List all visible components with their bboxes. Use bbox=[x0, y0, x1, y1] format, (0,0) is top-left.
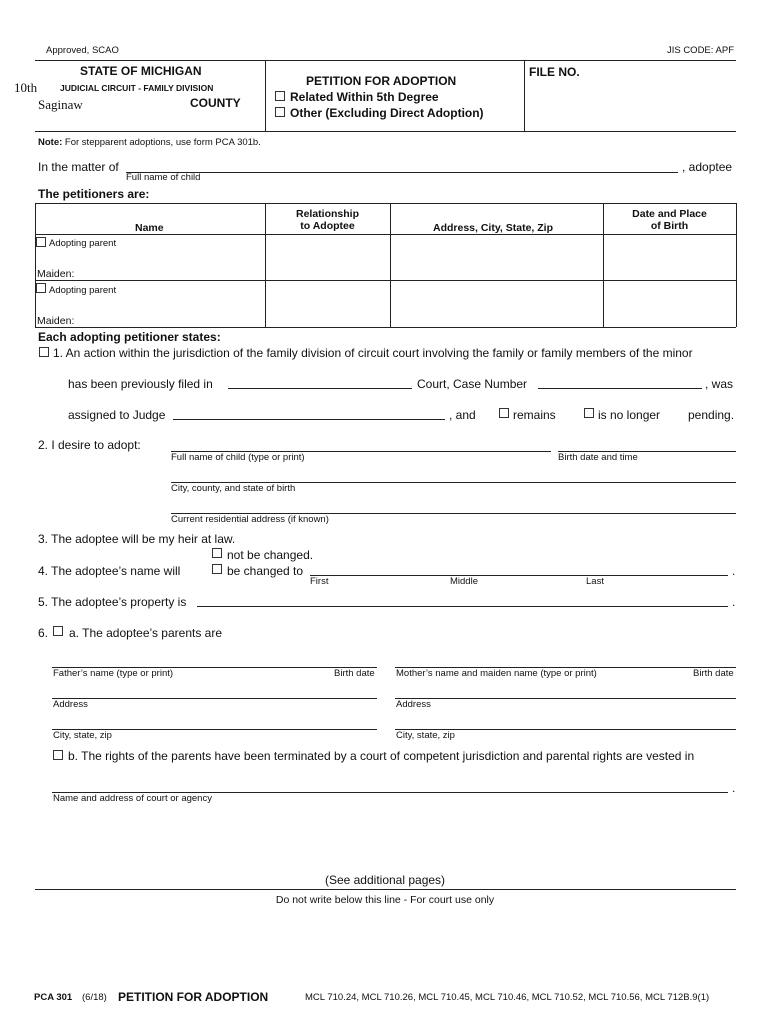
county-name[interactable]: Saginaw bbox=[38, 97, 83, 112]
father-birth-date-caption: Birth date bbox=[334, 668, 375, 679]
property-field[interactable] bbox=[197, 606, 728, 607]
new-name-field[interactable] bbox=[310, 575, 728, 576]
middle-caption: Middle bbox=[450, 576, 478, 587]
assigned-judge-label: assigned to Judge bbox=[68, 408, 166, 422]
col-date-place: Date and Place of Birth bbox=[632, 208, 707, 232]
state-label: STATE OF MICHIGAN bbox=[80, 64, 202, 78]
form-title: PETITION FOR ADOPTION bbox=[306, 74, 457, 88]
item6a-checkbox[interactable] bbox=[53, 626, 63, 636]
matter-prefix: In the matter of bbox=[38, 160, 119, 174]
filed-in-field[interactable] bbox=[228, 388, 412, 389]
adopting-parent-1-label: Adopting parent bbox=[49, 238, 117, 249]
petitioners-heading: The petitioners are: bbox=[38, 187, 150, 201]
father-name-caption: Father’s name (type or print) bbox=[53, 668, 174, 679]
col-name: Name bbox=[135, 222, 164, 234]
be-changed-label: be changed to bbox=[227, 564, 304, 578]
header-top-border bbox=[35, 60, 736, 61]
be-changed-checkbox[interactable] bbox=[212, 564, 222, 574]
table-left-border bbox=[35, 203, 36, 327]
father-address-caption: Address bbox=[53, 699, 88, 710]
table-row-border bbox=[35, 280, 736, 281]
court-use-divider bbox=[35, 889, 736, 890]
form-number: PCA 301 bbox=[34, 992, 73, 1003]
item5-text: 5. The adoptee’s property is bbox=[38, 595, 187, 609]
father-city-caption: City, state, zip bbox=[53, 730, 112, 741]
matter-suffix: , adoptee bbox=[682, 160, 733, 174]
court-use-notice: Do not write below this line - For court use only bbox=[275, 894, 495, 906]
other-checkbox[interactable] bbox=[275, 107, 285, 117]
item4-label: 4. The adoptee’s name will bbox=[38, 564, 181, 578]
form-revision: (6/18) bbox=[82, 992, 107, 1003]
other-label: Other (Excluding Direct Adoption) bbox=[290, 106, 484, 120]
not-changed-checkbox[interactable] bbox=[212, 548, 222, 558]
adopting-parent-2-label: Adopting parent bbox=[49, 285, 117, 296]
table-col-divider-2 bbox=[390, 203, 391, 327]
father-address-field[interactable] bbox=[52, 698, 377, 699]
circuit-label: JUDICIAL CIRCUIT - FAMILY DIVISION bbox=[60, 83, 214, 93]
pending-label: pending. bbox=[688, 408, 735, 422]
item1-text: 1. An action within the jurisdiction of the family division of circuit court involving the family or family members of the minor bbox=[53, 346, 693, 360]
item3-text: 3. The adoptee will be my heir at law. bbox=[38, 532, 236, 546]
note: Note: For stepparent adoptions, use form PCA 301b. bbox=[38, 137, 261, 148]
no-longer-label: is no longer bbox=[598, 408, 661, 422]
item6b-text: b. The rights of the parents have been terminated by a court of competent jurisdiction and parental rights are vested in bbox=[68, 749, 695, 763]
filed-in-label: has been previously filed in bbox=[68, 377, 213, 391]
header-bottom-border bbox=[35, 131, 736, 132]
item2-label: 2. I desire to adopt: bbox=[38, 438, 141, 452]
header-divider-1 bbox=[265, 60, 266, 131]
col-address: Address, City, State, Zip bbox=[433, 222, 553, 234]
item6b-period: . bbox=[732, 781, 736, 795]
see-additional-pages: (See additional pages) bbox=[324, 873, 446, 887]
first-caption: First bbox=[310, 576, 329, 587]
header-divider-2 bbox=[524, 60, 525, 131]
county-label: COUNTY bbox=[190, 96, 241, 110]
item5-period: . bbox=[732, 595, 736, 609]
adopting-parent-2-checkbox[interactable] bbox=[36, 283, 46, 293]
case-number-field[interactable] bbox=[538, 388, 702, 389]
footer-title: PETITION FOR ADOPTION bbox=[118, 990, 269, 1004]
no-longer-checkbox[interactable] bbox=[584, 408, 594, 418]
maiden-1-label: Maiden: bbox=[37, 268, 75, 280]
residential-address-caption: Current residential address (if known) bbox=[171, 514, 329, 525]
and-label: , and bbox=[449, 408, 476, 422]
mother-city-caption: City, state, zip bbox=[396, 730, 455, 741]
mother-address-field[interactable] bbox=[395, 698, 736, 699]
remains-checkbox[interactable] bbox=[499, 408, 509, 418]
table-bottom-border bbox=[35, 327, 736, 328]
table-header-border bbox=[35, 234, 736, 235]
table-top-border bbox=[35, 203, 736, 204]
circuit-number[interactable]: 10th bbox=[14, 80, 38, 95]
item6b-checkbox[interactable] bbox=[53, 750, 63, 760]
last-caption: Last bbox=[586, 576, 604, 587]
item1-checkbox[interactable] bbox=[39, 347, 49, 357]
court-case-label: Court, Case Number bbox=[417, 377, 528, 391]
child-name-caption: Full name of child bbox=[126, 172, 201, 183]
remains-label: remains bbox=[513, 408, 556, 422]
adopting-parent-1-checkbox[interactable] bbox=[36, 237, 46, 247]
related-label: Related Within 5th Degree bbox=[290, 90, 439, 104]
mother-birth-date-caption: Birth date bbox=[693, 668, 734, 679]
file-no-label: FILE NO. bbox=[529, 65, 580, 79]
not-changed-label: not be changed. bbox=[227, 548, 314, 562]
birth-date-time-caption: Birth date and time bbox=[558, 452, 638, 463]
mother-address-caption: Address bbox=[396, 699, 431, 710]
child-fullname-caption: Full name of child (type or print) bbox=[171, 452, 305, 463]
item4-period: . bbox=[732, 564, 736, 578]
states-heading: Each adopting petitioner states: bbox=[38, 330, 221, 344]
court-agency-caption: Name and address of court or agency bbox=[53, 793, 212, 804]
maiden-2-label: Maiden: bbox=[37, 315, 75, 327]
item6a-text: a. The adoptee’s parents are bbox=[69, 626, 222, 640]
was-label: , was bbox=[705, 377, 734, 391]
child-name-field[interactable] bbox=[126, 172, 678, 173]
col-relationship: Relationship to Adoptee bbox=[295, 208, 359, 232]
approved-text: Approved, SCAO bbox=[46, 45, 119, 56]
birth-place-caption: City, county, and state of birth bbox=[171, 483, 296, 494]
judge-field[interactable] bbox=[173, 419, 445, 420]
table-right-border bbox=[736, 203, 737, 327]
mcl-references: MCL 710.24, MCL 710.26, MCL 710.45, MCL 710.46, MCL 710.52, MCL 710.56, MCL 712B.9(1) bbox=[305, 992, 710, 1003]
related-checkbox[interactable] bbox=[275, 91, 285, 101]
mother-name-caption: Mother’s name and maiden name (type or print) bbox=[396, 668, 597, 679]
jis-code: JIS CODE: APF bbox=[666, 45, 734, 56]
item6-number: 6. bbox=[38, 626, 49, 640]
